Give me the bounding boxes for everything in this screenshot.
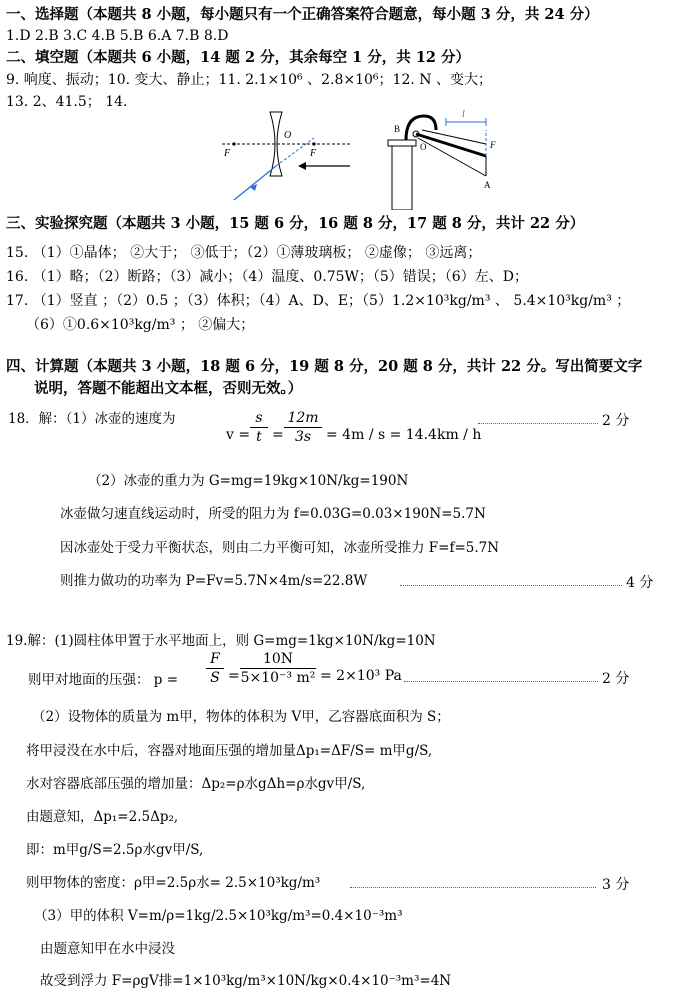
answer-q17-line2: （6）①0.6×10³kg/m³ ； ②偏大；: [26, 317, 255, 333]
q19-line11: 故受到浮力 F=ρgV排=1×10³kg/m³×10N/kg×0.4×10⁻³m³=4N: [40, 973, 452, 989]
q19-frac2-denominator: 5×10⁻³ m²: [240, 670, 316, 686]
q19-line4: 将甲浸没在水中后，容器对地面压强的增加量Δp₁=ΔF/S= m甲g/S,: [26, 743, 433, 759]
section4-title-line2: 说明，答题不能超出文本框，否则无效。）: [34, 380, 303, 397]
q19-line6: 由题意知，Δp₁=2.5Δp₂,: [26, 809, 179, 825]
pump-label-l: l: [462, 109, 465, 120]
q18-line4: 因冰壶处于受力平衡状态，则由二力平衡可知，冰壶所受推力 F=f=5.7N: [60, 540, 500, 556]
q19-line10: 由题意知甲在水中浸没: [40, 941, 175, 957]
section4-title-line1: 四、计算题（本题共 3 小题，18 题 6 分，19 题 8 分，20 题 8 分，共计 22 分。写出简要文字: [6, 358, 643, 375]
q18-equals: =: [272, 427, 284, 443]
q18-line3: 冰壶做匀速直线运动时，所受的阻力为 f=0.03G=0.03×190N=5.7N: [60, 506, 486, 522]
q19-line3: （2）设物体的质量为 m甲，物体的体积为 V甲，乙容器底面积为 S；: [32, 709, 450, 725]
answer-q15: 15. （1）①晶体； ②大于； ③低于；（2）①薄玻璃板； ②虚像； ③远离；: [6, 245, 482, 261]
q19-line5: 水对容器底部压强的增加量：Δp₂=ρ水gΔh=ρ水gv甲/S,: [26, 776, 366, 792]
q19-equals: =: [228, 668, 240, 684]
section2-line1: 9. 响度、振动；10. 变大、静止；11. 2.1×10⁶ 、2.8×10⁶；12. N 、变大；: [6, 72, 492, 88]
q18-frac2-numerator: 12m: [284, 409, 322, 428]
q19-score-1: 2 分: [602, 671, 630, 687]
pump-label-b: B: [394, 124, 401, 134]
q18-v-label: v =: [226, 427, 251, 443]
q19-score-2: 3 分: [602, 877, 630, 893]
q18-frac2-denominator: 3s: [294, 429, 312, 445]
q19-frac1-denominator: S: [210, 670, 220, 686]
q18-leader-dots-1: [478, 423, 598, 424]
answer-diagram: [210, 100, 510, 210]
q18-intro: 18．解：（1）冰壶的速度为: [8, 411, 176, 427]
answer-q16: 16. （1）略；（2）断路；（3）减小；（4）温度、0.75W；（5）错误；（6）左、D；: [6, 269, 528, 285]
section1-title: 一、选择题（本题共 8 小题，每小题只有一个正确答案符合题意，每小题 3 分，共 24 分）: [6, 6, 599, 23]
lens-label-f-right: F: [310, 148, 317, 159]
section2-line2: 13. 2、41.5； 14.: [6, 94, 128, 110]
pump-label-f: F: [490, 140, 496, 150]
q18-fraction-values: [284, 409, 322, 446]
q18-leader-dots-2: [400, 585, 622, 586]
q18-score-1: 2 分: [602, 413, 630, 429]
pump-lever-diagram: [388, 109, 496, 210]
q18-fraction-s-over-t: [250, 409, 268, 446]
q18-line2: （2）冰壶的重力为 G=mg=19kg×10N/kg=190N: [88, 473, 409, 489]
q19-line9: （3）甲的体积 V=m/ρ=1kg/2.5×10³kg/m³=0.4×10⁻³m³: [34, 908, 403, 924]
q19-pressure-intro: 则甲对地面的压强： p =: [28, 672, 179, 688]
lens-label-o: O: [284, 130, 292, 141]
lens-label-f-left: F: [224, 148, 231, 159]
q18-score-2: 4 分: [626, 575, 654, 591]
section3-title: 三、实验探究题（本题共 3 小题，15 题 6 分，16 题 8 分，17 题 8 分，共计 22 分）: [6, 215, 585, 232]
q19-leader-dots-2: [350, 887, 596, 888]
concave-lens-diagram: [222, 112, 350, 200]
q19-fraction-values: [240, 650, 316, 687]
q19-leader-dots-1: [404, 681, 598, 682]
q19-frac2-numerator: 10N: [240, 650, 316, 669]
section2-title: 二、填空题（本题共 6 小题，14 题 2 分，其余每空 1 分，共 12 分）: [6, 49, 471, 66]
answer-q17-line1: 17. （1）竖直 ；（2）0.5 ；（3）体积；（4）A、D、E；（5）1.2×10³kg/m³ 、 5.4×10³kg/m³ ；: [6, 293, 631, 309]
q19-line8: 则甲物体的密度：ρ甲=2.5ρ水= 2.5×10³kg/m³: [26, 875, 321, 891]
section1-answers: 1.D 2.B 3.C 4.B 5.B 6.A 7.B 8.D: [6, 28, 229, 44]
q18-frac1-numerator: s: [250, 409, 268, 428]
q19-line7: 即：m甲g/S=2.5ρ水gv甲/S,: [26, 842, 204, 858]
q19-line1: 19.解：(1)圆柱体甲置于水平地面上，则 G=mg=1kg×10N/kg=10N: [6, 633, 436, 649]
q19-pressure-result: = 2×10³ Pa: [320, 668, 402, 684]
pump-label-o: O: [420, 142, 427, 152]
pump-label-a: A: [484, 180, 491, 190]
q18-frac1-denominator: t: [256, 429, 262, 445]
q19-fraction-f-over-s: [206, 650, 224, 687]
q18-line5: 则推力做功的功率为 P=Fv=5.7N×4m/s=22.8W: [60, 573, 368, 589]
q19-frac1-numerator: F: [206, 650, 224, 669]
q18-velocity-result: = 4m / s = 14.4km / h: [326, 427, 482, 443]
